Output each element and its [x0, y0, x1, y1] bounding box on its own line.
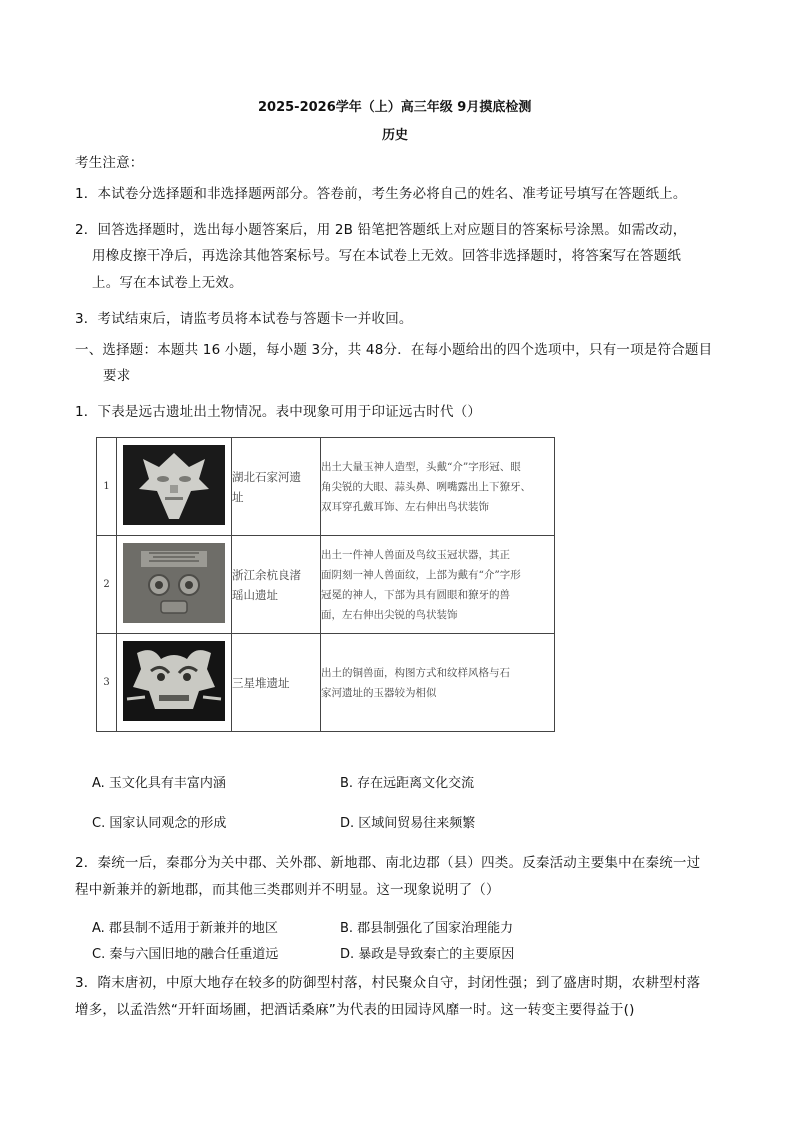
q2-option-a[interactable]: A. 郡县制不适用于新兼并的地区	[92, 921, 278, 936]
row-number: 2	[97, 536, 117, 634]
q1-option-a[interactable]: A. 玉文化具有丰富内涵	[92, 776, 226, 791]
notice-item-1: 1．本试卷分选择题和非选择题两部分。答卷前，考生务必将自己的姓名、准考证号填写在答题纸上。	[75, 186, 687, 202]
site-line: 三星堆遗址	[232, 675, 290, 690]
relic-image-cell	[117, 634, 232, 732]
desc-line: 出土的铜兽面，构图方式和纹样风格与石	[321, 666, 510, 679]
q1-option-c[interactable]: C. 国家认同观念的形成	[92, 816, 227, 831]
exam-subject: 历史	[382, 128, 409, 143]
section-heading: 一、选择题：本题共 16 小题，每小题 3分，共 48分．在每小题给出的四个选项中，只有一项是符合题目	[75, 342, 713, 358]
notice-item-2: 2．回答选择题时，选出每小题答案后，用 2B 铅笔把答题纸上对应题目的答案标号涂黑。如需改动，	[75, 222, 687, 238]
desc-line: 面，左右伸出尖锐的鸟状装饰	[321, 608, 458, 621]
desc-line: 冠冕的神人，下部为具有圆眼和獠牙的兽	[321, 588, 510, 601]
q2-option-c[interactable]: C. 秦与六国旧地的融合任重道远	[92, 947, 279, 962]
table-row	[97, 634, 555, 732]
table-row	[97, 438, 555, 536]
site-line: 湖北石家河遗	[232, 469, 301, 484]
relic-description	[321, 438, 555, 536]
notice-item-2-end: 上。写在本试卷上无效。	[92, 275, 243, 291]
site-name	[232, 438, 321, 536]
desc-line: 出土大量玉神人造型，头戴“介”字形冠、眼	[321, 460, 521, 473]
row-number: 1	[97, 438, 117, 536]
relic-image-cell	[117, 438, 232, 536]
q3-stem-cont: 增多，以孟浩然“开轩面场圃，把酒话桑麻”为代表的田园诗风靡一时。这一转变主要得益于()	[75, 1002, 635, 1018]
row-number: 3	[97, 634, 117, 732]
notice-item-2-cont: 用橡皮擦干净后，再选涂其他答案标号。写在本试卷上无效。回答非选择题时，将答案写在答题纸	[92, 248, 682, 264]
q1-option-d[interactable]: D. 区域间贸易往来频繁	[340, 816, 476, 831]
jade-mask-icon	[123, 445, 225, 525]
bronze-mask-icon	[123, 641, 225, 721]
relic-description	[321, 536, 555, 634]
site-line: 瑶山遗址	[232, 587, 278, 602]
desc-line: 面阴刻一神人兽面纹，上部为戴有“介”字形	[321, 568, 521, 581]
notice-heading: 考生注意：	[75, 155, 144, 171]
q1-stem: 1．下表是远古遗址出土物情况。表中现象可用于印证远古时代（）	[75, 404, 482, 420]
q2-option-d[interactable]: D. 暴政是导致秦亡的主要原因	[340, 947, 515, 962]
site-line: 址	[232, 489, 244, 504]
site-name	[232, 634, 321, 732]
site-line: 浙江余杭良渚	[232, 567, 301, 582]
q1-option-b[interactable]: B. 存在远距离文化交流	[340, 776, 475, 791]
site-name	[232, 536, 321, 634]
q2-stem-cont: 程中新兼并的新地郡，而其他三类郡则并不明显。这一现象说明了（）	[75, 882, 500, 898]
jade-cong-face-icon	[123, 543, 225, 623]
relic-description	[321, 634, 555, 732]
q3-stem: 3．隋末唐初，中原大地存在较多的防御型村落，村民聚众自守，封闭性强；到了盛唐时期，农耕型村落	[75, 975, 701, 991]
section-heading-cont: 要求	[103, 368, 131, 384]
desc-line: 出土一件神人兽面及鸟纹玉冠状器，其正	[321, 548, 510, 561]
q2-stem: 2．秦统一后，秦郡分为关中郡、关外郡、新地郡、南北边郡（县）四类。反秦活动主要集中在秦统一过	[75, 855, 701, 871]
desc-line: 角尖锐的大眼、蒜头鼻、咧嘴露出上下獠牙、	[321, 480, 531, 493]
relic-image-cell	[117, 536, 232, 634]
q2-option-b[interactable]: B. 郡县制强化了国家治理能力	[340, 921, 514, 936]
desc-line: 家河遗址的玉器较为相似	[321, 686, 437, 699]
table-row	[97, 536, 555, 634]
relics-table	[96, 437, 555, 732]
desc-line: 双耳穿孔戴耳饰、左右伸出鸟状装饰	[321, 500, 489, 513]
notice-item-3: 3．考试结束后，请监考员将本试卷与答题卡一并收回。	[75, 311, 413, 327]
exam-title: 2025-2026学年（上）高三年级 9月摸底检测	[258, 100, 532, 115]
